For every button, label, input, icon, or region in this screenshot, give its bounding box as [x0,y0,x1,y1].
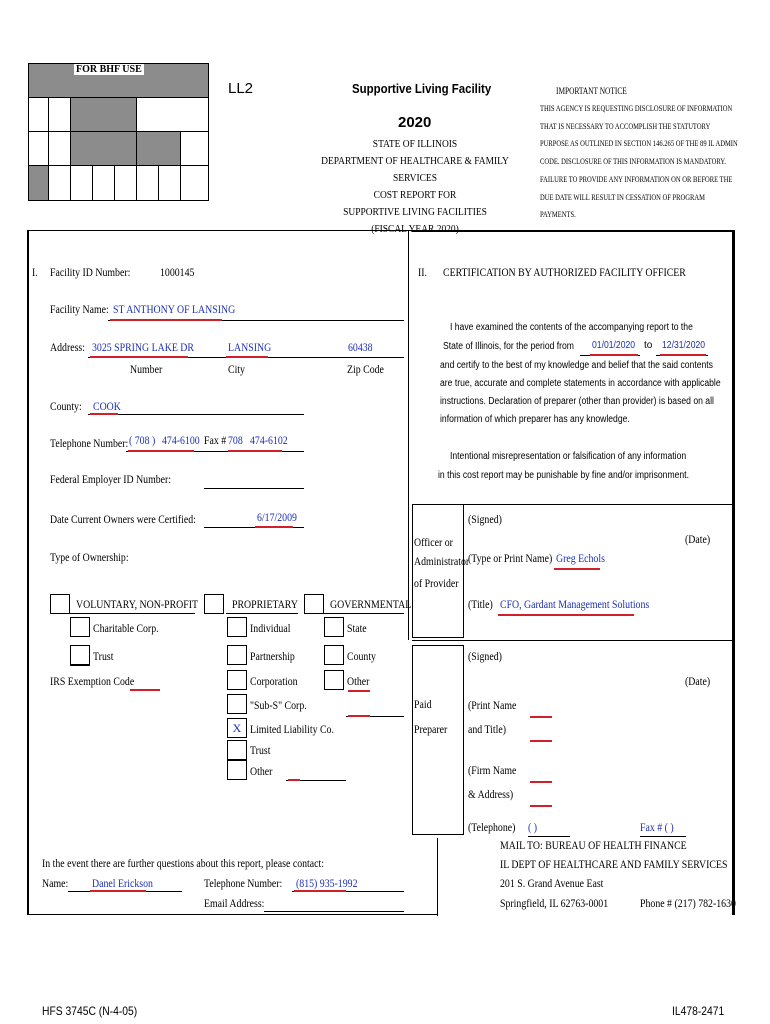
notice-line: THAT IS NECESSARY TO ACCOMPLISH THE STATUTORY [540,121,711,131]
important-notice [540,82,740,224]
contact-name-red [90,890,146,892]
footer-il-number: IL478-2471 [672,1004,725,1018]
telephone-label: Telephone Number: [50,436,129,450]
contact-intro: In the event there are further questions about this report, please contact: [42,856,324,870]
preparer-box [412,645,464,835]
governmental-line [324,613,404,614]
bhf-cell [136,97,209,132]
corporation-checkbox[interactable] [227,670,247,690]
charitable-corp-label: Charitable Corp. [93,621,159,635]
form-code: LL2 [228,80,254,97]
period-to-red [660,354,706,356]
period-from-red [590,354,638,356]
officer-date-label: (Date) [685,532,711,546]
facility-name-label: Facility Name: [50,302,109,316]
state-checkbox[interactable] [324,617,344,637]
bhf-cell [180,131,209,166]
voluntary-label: VOLUNTARY, NON-PROFIT [76,597,199,611]
bhf-cell [70,97,137,132]
individual-checkbox[interactable] [227,617,247,637]
preparer-label-1: Paid [414,697,432,711]
firm-address-label: & Address) [468,787,514,801]
fax-area-value[interactable]: 708 [228,433,243,447]
preparer-date-label: (Date) [685,674,711,688]
other-prop-label: Other [250,764,273,778]
section1-numeral: I. [32,265,38,279]
preparer-telephone-value[interactable]: ( ) [528,820,538,834]
officer-name-label: (Type or Print Name) [468,551,553,565]
section-divider-bottom [437,838,438,916]
bhf-cell [70,165,93,201]
trust-np-label: Trust [93,649,114,663]
preparer-label-2: Preparer [414,722,448,736]
officer-title-label: (Title) [468,597,493,611]
other-gov-label: Other [347,674,370,688]
number-caption: Number [130,362,163,376]
bhf-cell [158,165,181,201]
state-label: State [347,621,367,635]
city-caption: City [228,362,245,376]
charitable-corp-checkbox[interactable] [70,617,90,637]
fax-red-underline [228,450,282,452]
notice-line: PAYMENTS. [540,210,576,220]
cert-line2: State of Illinois, for the period from [443,341,574,352]
proprietary-label: PROPRIETARY [232,597,298,611]
mail-phone: Phone # (217) 782-1630 [640,896,736,910]
mail-line4: Springfield, IL 62763-0001 [500,896,609,910]
phone-area-value[interactable]: ( 708 ) [129,433,156,447]
facility-id-value[interactable]: 1000145 [160,265,195,279]
bhf-cell [92,165,115,201]
cert-line5: instructions. Declaration of preparer (other than provider) is based on all [440,396,714,407]
contact-phone-red [294,890,346,892]
officer-title-value[interactable]: CFO, Gardant Management Solutions [500,597,650,611]
proprietary-checkbox[interactable] [204,594,224,614]
header-line1: STATE OF ILLINOIS [372,138,458,150]
sub-s-corp-checkbox[interactable] [227,694,247,714]
other-gov-red2 [348,715,370,717]
trust-np-checkbox[interactable] [70,645,90,665]
governmental-checkbox[interactable] [304,594,324,614]
preparer-fax-value[interactable]: Fax # ( ) [640,820,674,834]
header-line3: COST REPORT FOR [373,189,457,201]
partnership-label: Partnership [250,649,295,663]
fax-number-value[interactable]: 474-6102 [250,433,288,447]
bhf-cell [48,165,71,201]
section-divider [408,230,409,640]
firm-name-red [530,781,552,783]
mail-line3: 201 S. Grand Avenue East [500,876,604,890]
phone-red-underline [128,450,194,452]
bhf-cell [136,165,159,201]
preparer-telephone-label: (Telephone) [468,820,516,834]
county-gov-checkbox[interactable] [324,645,344,665]
officer-label-2: Administrator [414,554,470,568]
cert-line1: I have examined the contents of the accompanying report to the [450,322,693,333]
county-gov-label: County [347,649,376,663]
header-title: Supportive Living Facility [352,81,492,96]
officer-title-red [498,614,634,616]
mail-line2: IL DEPT OF HEALTHCARE AND FAMILY SERVICES [500,857,728,871]
officer-name-red [554,568,600,570]
contact-email-line[interactable] [264,911,404,912]
fein-line[interactable] [204,488,304,489]
voluntary-checkbox[interactable] [50,594,70,614]
irs-exemption-label: IRS Exemption Code [50,674,135,688]
print-name-red [530,716,552,718]
other-gov-checkbox[interactable] [324,670,344,690]
street-value[interactable]: 3025 SPRING LAKE DR [92,340,194,354]
date-certified-value[interactable]: 6/17/2009 [257,510,297,524]
contact-name-label: Name: [42,876,69,890]
zip-caption: Zip Code [347,362,384,376]
bhf-cell [70,131,137,166]
section2-title: CERTIFICATION BY AUTHORIZED FACILITY OFFICER [443,265,686,279]
bhf-cell [48,97,71,132]
header-line5: (FISCAL YEAR 2020) [371,223,459,235]
frame-right [733,230,735,915]
other-prop-red [288,779,300,781]
facility-name-red-underline [110,319,222,321]
preparer-top-line [412,640,733,641]
officer-box [412,504,464,638]
date-certified-red-underline [255,526,293,528]
bhf-use-grid [28,63,209,201]
frame-top-right [412,230,733,232]
trust-prop-checkbox[interactable] [227,740,247,760]
city-red-underline [226,356,268,358]
officer-label-3: of Provider [414,576,459,590]
other-prop-checkbox[interactable] [227,760,247,780]
notice-title: IMPORTANT NOTICE [556,86,627,96]
bhf-cell [28,97,49,132]
bhf-cell [136,131,181,166]
bhf-use-label: FOR BHF USE [76,64,142,75]
print-name-label: (Print Name [468,698,517,712]
officer-label-1: Officer or [414,535,453,549]
bhf-cell [114,165,137,201]
llc-label: Limited Liability Co. [250,722,334,736]
county-value[interactable]: COOK [93,399,121,413]
address-label: Address: [50,340,85,354]
contact-phone-value[interactable]: (815) 935-1992 [296,876,358,890]
preparer-fax-line [640,836,686,837]
notice-line: THIS AGENCY IS REQUESTING DISCLOSURE OF INFORMATION [540,104,733,113]
llc-check-mark: X [232,721,242,735]
zip-value[interactable]: 60438 [348,340,373,354]
warning-line2: in this cost report may be punishable by fine and/or imprisonment. [438,470,689,481]
llc-checkbox[interactable] [227,718,247,738]
sub-s-corp-label: "Sub-S" Corp. [250,698,307,712]
contact-name-value[interactable]: Danel Erickson [92,876,153,890]
header-block [300,136,530,238]
irs-red-underline [130,689,160,691]
governmental-label: GOVERNMENTAL [330,597,412,611]
bhf-cell [28,131,49,166]
notice-line: FAILURE TO PROVIDE ANY INFORMATION ON OR BEFORE THE [540,174,733,184]
period-to-value[interactable]: 12/31/2020 [662,340,706,351]
officer-name-value[interactable]: Greg Echols [556,551,605,565]
other-gov-red [348,690,370,692]
header-line4: SUPPORTIVE LIVING FACILITIES [343,206,487,218]
header-year: 2020 [398,114,432,131]
corporation-label: Corporation [250,674,298,688]
period-from-value[interactable]: 01/01/2020 [592,340,636,351]
firm-address-red [530,805,552,807]
contact-phone-label: Telephone Number: [204,876,283,890]
individual-label: Individual [250,621,291,635]
cert-line4: are true, accurate and complete statements in accordance with applicable [440,378,721,389]
date-certified-label: Date Current Owners were Certified: [50,512,196,526]
preparer-tel-line [528,836,570,837]
and-title-label: and Title) [468,722,507,736]
header-line2: DEPARTMENT OF HEALTHCARE & FAMILY SERVICES [321,155,509,184]
period-to-label: to [644,340,653,351]
preparer-signed-label: (Signed) [468,649,502,663]
fein-label: Federal Employer ID Number: [50,472,172,486]
facility-name-value[interactable]: ST ANTHONY OF LANSING [113,302,236,316]
bhf-cell [28,165,49,201]
city-value[interactable]: LANSING [228,340,272,354]
bhf-cell [180,165,209,201]
county-line [88,414,304,415]
notice-line: PURPOSE AS OUTLINED IN SECTION 146.265 OF THE 89 IL ADMIN [540,139,738,149]
phone-number-value[interactable]: 474-6100 [162,433,200,447]
footer-form-number: HFS 3745C (N-4-05) [42,1004,138,1018]
facility-id-label: Facility ID Number: [50,265,131,279]
trust-np-line [70,665,90,666]
notice-line: CODE. DISCLOSURE OF THIS INFORMATION IS MANDATORY. [540,157,726,167]
trust-prop-label: Trust [250,743,271,757]
proprietary-line [226,613,298,614]
warning-line1: Intentional misrepresentation or falsification of any information [450,451,687,462]
and-title-red [530,740,552,742]
mail-line1: MAIL TO: BUREAU OF HEALTH FINANCE [500,838,687,852]
firm-name-label: (Firm Name [468,763,517,777]
officer-signed-label: (Signed) [468,512,502,526]
ownership-label: Type of Ownership: [50,550,129,564]
street-red-underline [90,356,188,358]
cert-line3: and certify to the best of my knowledge and belief that the said contents [440,360,713,371]
cert-line6: information of which preparer has any knowledge. [440,414,630,425]
voluntary-line [70,613,195,614]
frame-left [27,230,29,915]
frame-bottom-left [27,914,437,915]
county-label: County: [50,399,82,413]
partnership-checkbox[interactable] [227,645,247,665]
section2-numeral: II. [418,265,428,279]
contact-email-label: Email Address: [204,896,265,910]
county-red-underline [90,413,118,415]
bhf-cell [48,131,71,166]
fax-label: Fax # [204,433,227,447]
notice-line: DUE DATE WILL RESULT IN CESSATION OF PROGRAM [540,192,705,202]
